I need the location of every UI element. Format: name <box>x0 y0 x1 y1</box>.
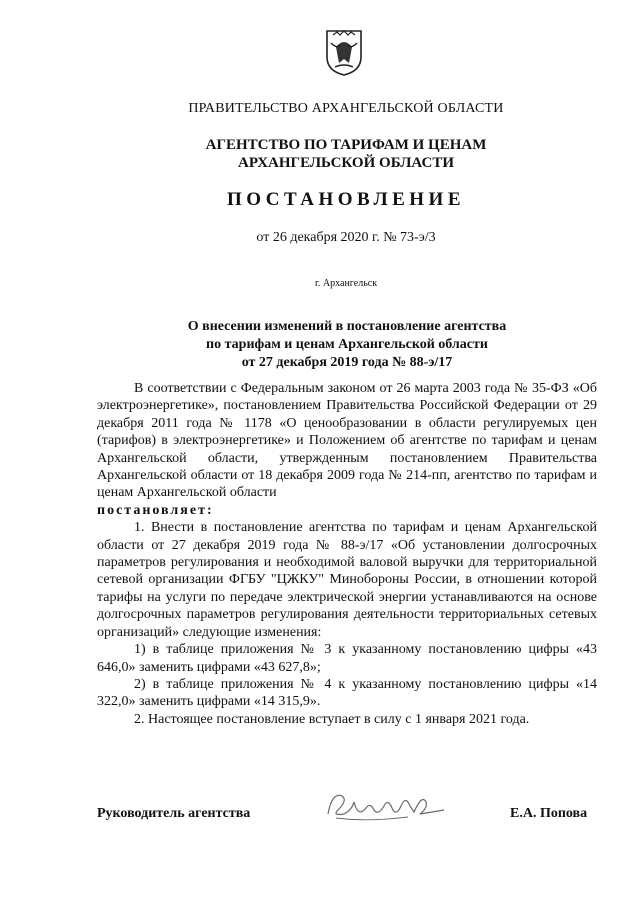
decree-word: постановляет: <box>97 502 214 518</box>
agency-name-line1: АГЕНТСТВО ПО ТАРИФАМ И ЦЕНАМ <box>205 137 487 153</box>
signatory-name: Е.А. Попова <box>510 806 588 821</box>
coat-of-arms-icon <box>323 27 365 77</box>
agency-name <box>26 136 640 172</box>
subject-line2: по тарифам и ценам Архангельской области <box>206 337 488 352</box>
item-1-2-paragraph: 2) в таблице приложения № 4 к указанному постановлению цифры «14 322,0» заменить цифрами «14 315,9». <box>97 676 597 710</box>
document-body <box>97 380 597 728</box>
signatory-role: Руководитель агентства <box>97 806 251 821</box>
subject-line3: от 27 декабря 2019 года № 88-э/17 <box>241 355 453 370</box>
document-date-number: от 26 декабря 2020 г. № 73-э/3 <box>256 230 436 245</box>
preamble-paragraph: В соответствии с Федеральным законом от 26 марта 2003 года № 35-ФЗ «Об электроэнергетике», постановлением Правительства Российской Федерации от 29 декабря 2011 года № 1178 «О ценообразовании в области регулируемых цен (тарифов) в электроэнергетике» и Положением об агентстве по тарифам и ценам Архангельской области, утвержденным постановлением Правительства Архангельской области от 18 декабря 2009 года № 214-пп, агентство по тарифам и ценам Архангельской области <box>97 381 597 501</box>
subject-line1: О внесении изменений в постановление агентства <box>187 319 507 334</box>
agency-name-line2: АРХАНГЕЛЬСКОЙ ОБЛАСТИ <box>238 155 454 171</box>
document-city: г. Архангельск <box>314 278 378 289</box>
item-2-paragraph: 2. Настоящее постановление вступает в силу с 1 января 2021 года. <box>134 711 530 727</box>
government-name: ПРАВИТЕЛЬСТВО АРХАНГЕЛЬСКОЙ ОБЛАСТИ <box>188 101 504 116</box>
item-1-1-paragraph: 1) в таблице приложения № 3 к указанному постановлению цифры «43 646,0» заменить цифрами «43 627,8»; <box>97 642 597 675</box>
document-type: ПОСТАНОВЛЕНИЕ <box>226 189 466 210</box>
item-1-paragraph: 1. Внести в постановление агентства по тарифам и ценам Архангельской области от 27 декабря 2019 года № 88-э/17 «Об установлении долгосрочных параметров регулирования и необходимой валовой выручки для территориальной сетевой организации ФГБУ "ЦЖКУ" Минобороны России, в отношении которой тарифы на услуги по передаче электрической энергии устанавливаются на основе долгосрочных параметров регулирования деятельности территориальных сетевых организаций» следующие изменения: <box>97 520 597 640</box>
document-subject <box>52 318 640 372</box>
handwritten-signature-icon <box>318 784 448 828</box>
